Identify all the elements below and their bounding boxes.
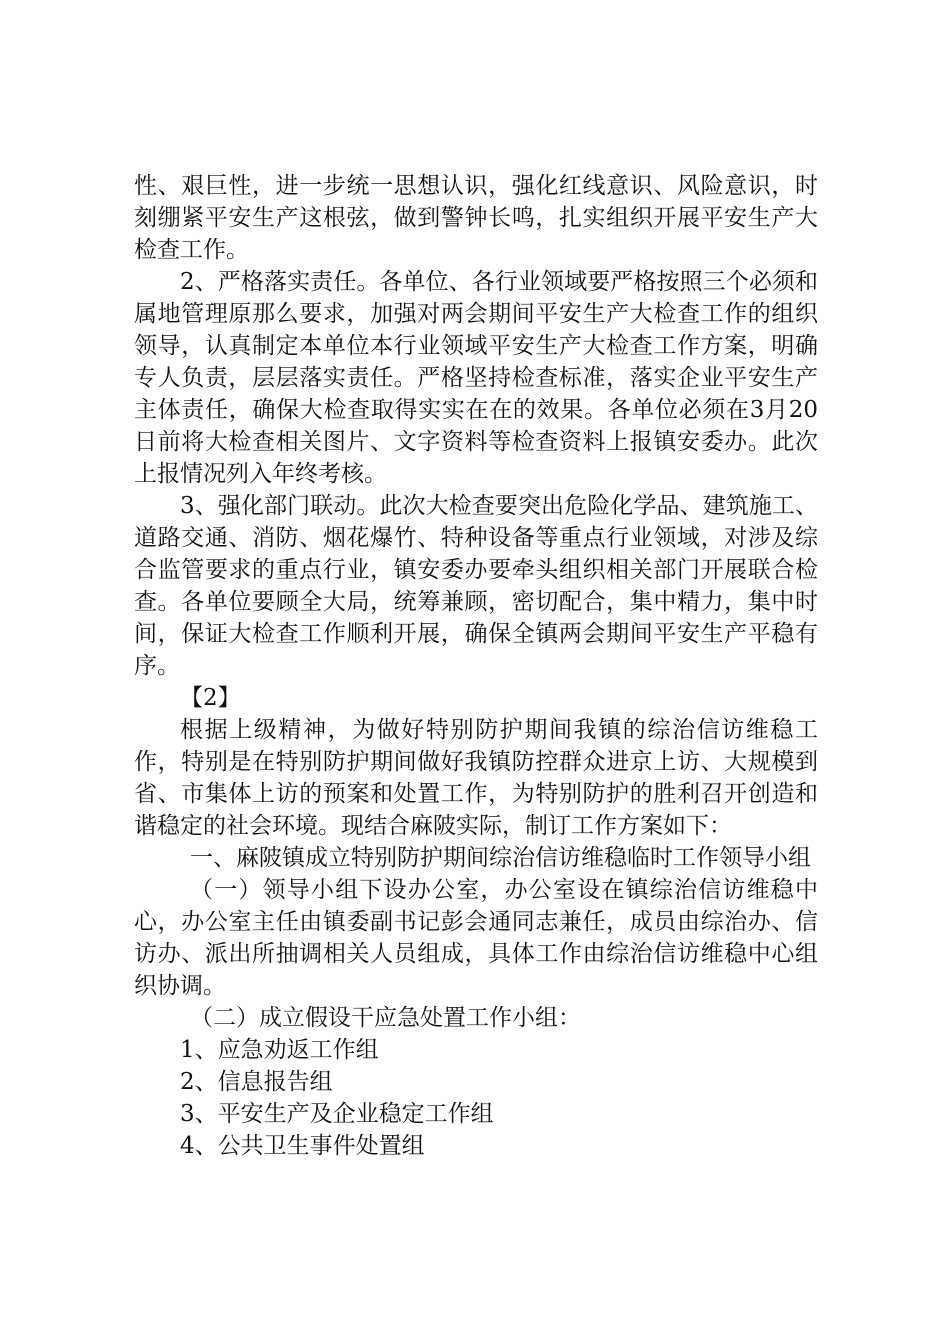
list-item: 4、公共卫生事件处置组 <box>180 1133 425 1159</box>
list-item: 1、应急劝返工作组 <box>180 1037 379 1063</box>
paragraph-working-groups: （二）成立假设干应急处置工作小组： <box>190 1005 581 1031</box>
document-body <box>134 170 818 1162</box>
paragraph-intro: 根据上级精神，为做好特别防护期间我镇的综治信访维稳工作，特别是在特别防护期间做好我镇防控群众进京上访、大规模到省、市集体上访的预案和处置工作，为特别防护的胜利召开创造和谐稳定的社会环境。现结合麻陂实际，制订工作方案如下： <box>134 717 818 839</box>
paragraph: 性、艰巨性，进一步统一思想认识，强化红线意识、风险意识，时刻绷紧平安生产这根弦，做到警钟长鸣，扎实组织开展平安生产大检查工作。 <box>134 173 818 263</box>
section-marker: 【2】 <box>180 685 241 711</box>
heading-leadership-group: 一、麻陂镇成立特别防护期间综治信访维稳临时工作领导小组 <box>190 845 811 871</box>
list-item: 2、信息报告组 <box>180 1069 333 1095</box>
paragraph-department-coordination: 3、强化部门联动。此次大检查要突出危险化学品、建筑施工、道路交通、消防、烟花爆竹、特种设备等重点行业领域，对涉及综合监管要求的重点行业，镇安委办要牵头组织相关部门开展联合检查。各单位要顾全大局，统筹兼顾，密切配合，集中精力，集中时间，保证大检查工作顺利开展，确保全镇两会期间平安生产平稳有序。 <box>134 493 818 679</box>
list-item: 3、平安生产及企业稳定工作组 <box>180 1101 494 1127</box>
paragraph-office: （一）领导小组下设办公室，办公室设在镇综治信访维稳中心，办公室主任由镇委副书记彭会通同志兼任，成员由综治办、信访办、派出所抽调相关人员组成，具体工作由综治信访维稳中心组织协调。 <box>134 877 818 999</box>
paragraph-responsibility: 2、严格落实责任。各单位、各行业领域要严格按照三个必须和属地管理原那么要求，加强对两会期间平安生产大检查工作的组织领导，认真制定本单位本行业领域平安生产大检查工作方案，明确专人负责，层层落实责任。严格坚持检查标准，落实企业平安生产主体责任，确保大检查取得实实在在的效果。各单位必须在3月20日前将大检查相关图片、文字资料等检查资料上报镇安委办。此次上报情况列入年终考核。 <box>134 269 818 487</box>
